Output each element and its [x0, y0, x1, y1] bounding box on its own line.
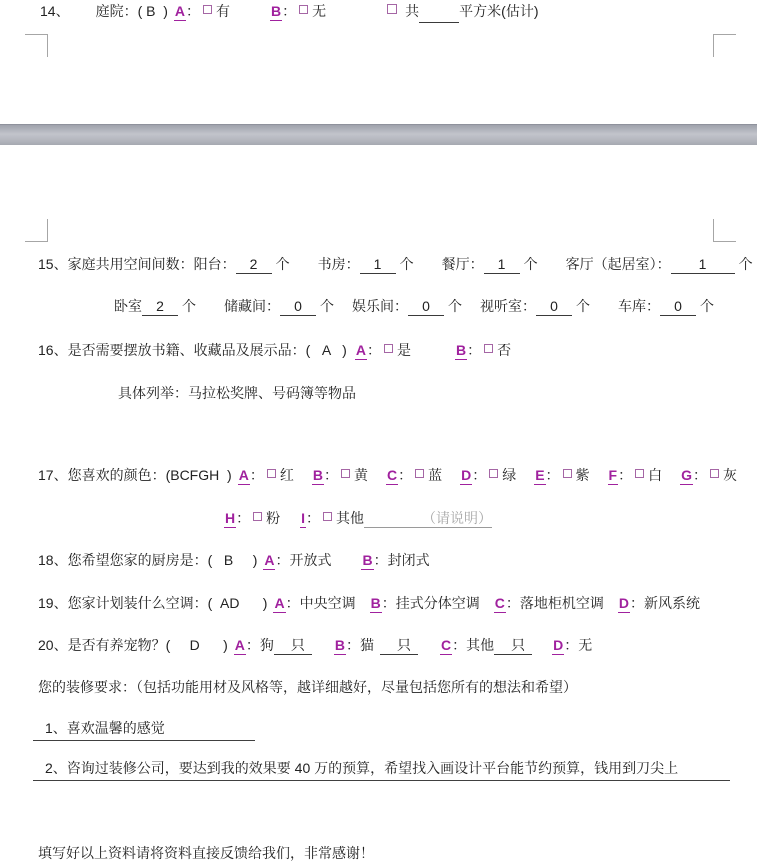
q17-option-white-text: 白	[648, 467, 663, 483]
q17-option-white-letter: F	[608, 467, 618, 483]
q14-extra-prefix: 共	[405, 3, 420, 19]
checkbox-icon	[299, 5, 308, 14]
unit: 个	[738, 256, 753, 272]
colon: ：	[245, 637, 260, 653]
q14-extra-suffix: 平方米(估计)	[459, 3, 539, 19]
colon: ：	[236, 510, 251, 526]
q16-option-b-text: 否	[497, 342, 512, 358]
q19-option-b-text: 挂式分体空调	[395, 595, 480, 611]
q16-option-b	[455, 342, 511, 358]
q15-entertainment-count: 0	[408, 298, 444, 316]
q17-option-blue-letter: C	[386, 467, 398, 483]
q17-option-other	[300, 510, 364, 526]
q17-option-red-text: 红	[279, 467, 294, 483]
colon: ：	[564, 637, 579, 653]
q17-option-yellow-text: 黄	[353, 467, 368, 483]
colon: ：	[381, 595, 396, 611]
unit: 个	[275, 256, 290, 272]
q20-option-other-text: 其他	[466, 637, 495, 653]
footer-thanks-line	[38, 844, 374, 863]
question-15-line-1	[38, 255, 753, 274]
question-18-line	[38, 551, 430, 570]
q20-option-none-text: 无	[578, 637, 593, 653]
colon: ：	[398, 467, 413, 483]
q20-option-none	[552, 637, 592, 653]
colon: ：	[452, 637, 467, 653]
checkbox-icon	[484, 344, 493, 353]
question-17-line-1	[38, 466, 737, 485]
q16-option-a-letter: A	[355, 342, 366, 358]
q17-option-yellow-letter: B	[312, 467, 323, 483]
q19-option-a-letter: A	[274, 595, 285, 611]
q14-option-b-text: 无	[312, 3, 327, 19]
colon: ：	[692, 467, 707, 483]
q20-option-other-letter: C	[441, 637, 452, 653]
q16-detail-text: 具体列举：马拉松奖牌、号码簿等物品	[118, 385, 356, 401]
q20-dog-count-blank: 只	[274, 637, 312, 655]
q20-option-none-letter: D	[553, 637, 564, 653]
q15-storage-count: 0	[280, 298, 316, 316]
q17-option-pink-text: 粉	[266, 510, 281, 526]
colon: ：	[323, 467, 338, 483]
q16-option-b-letter: B	[455, 342, 467, 358]
page-corner-mark	[25, 219, 48, 242]
requirement-item-2	[33, 759, 730, 781]
q15-av-label: 视听室：	[480, 298, 536, 314]
question-16-line	[38, 341, 511, 360]
colon: ：	[505, 595, 520, 611]
q14-extra	[384, 3, 538, 19]
q17-other-blank	[364, 510, 492, 528]
q14-option-a	[174, 3, 230, 19]
q17-option-gray-text: 灰	[722, 467, 737, 483]
checkbox-icon	[267, 469, 276, 478]
q17-option-other-text: 其他	[336, 510, 365, 526]
checkbox-icon	[635, 469, 644, 478]
unit: 个	[448, 298, 462, 314]
q14-option-a-letter: A	[174, 3, 186, 19]
q16-label: 16、是否需要摆放书籍、收藏品及展示品：( A )	[38, 342, 347, 358]
q18-option-b-letter: B	[362, 552, 373, 568]
checkbox-icon	[387, 4, 397, 14]
q19-option-d-text: 新风系统	[643, 595, 700, 611]
page-corner-mark	[25, 34, 48, 57]
question-20-line	[38, 636, 592, 655]
q19-option-c-letter: C	[494, 595, 505, 611]
checkbox-icon	[563, 469, 572, 478]
footer-thanks-text: 填写好以上资料请将资料直接反馈给我们，非常感谢！	[38, 845, 374, 861]
q20-other-count-blank: 只	[494, 637, 532, 655]
q15-balcony-count: 2	[236, 256, 272, 274]
colon: ：	[249, 467, 264, 483]
q15-garage-label: 车库：	[618, 298, 660, 314]
unit: 个	[182, 298, 196, 314]
q15-storage-label: 储藏间：	[224, 298, 280, 314]
q17-option-pink-letter: H	[225, 510, 236, 526]
q18-option-a	[263, 552, 331, 568]
unit: 个	[399, 256, 414, 272]
q20-option-cat-letter: B	[334, 637, 346, 653]
requirement-item-2-text: 2、咨询过装修公司，要达到我的效果要 40 万的预算，希望找入画设计平台能节约预算，钱用到刀尖上	[45, 760, 679, 776]
question-15-line-2	[114, 297, 714, 316]
q17-option-purple	[534, 467, 589, 483]
q16-option-a	[355, 342, 411, 358]
q20-option-cat	[334, 637, 418, 653]
q19-option-c	[494, 595, 604, 611]
q14-option-b-letter: B	[271, 3, 282, 19]
q14-option-a-text: 有	[216, 3, 231, 19]
colon: ：	[282, 3, 297, 19]
q17-option-yellow	[312, 467, 368, 483]
requirement-item-1-text: 1、喜欢温馨的感觉	[45, 720, 165, 736]
unit: 个	[320, 298, 334, 314]
page-break-band	[0, 124, 757, 145]
q15-dining-label: 餐厅：	[441, 256, 484, 272]
checkbox-icon	[710, 469, 719, 478]
colon: ：	[618, 467, 633, 483]
checkbox-icon	[203, 5, 212, 14]
q17-option-gray-letter: G	[681, 467, 692, 483]
q17-option-blue-text: 蓝	[428, 467, 443, 483]
q17-option-green-letter: D	[461, 467, 472, 483]
q14-label: 庭院：( B )	[95, 3, 168, 19]
q17-other-note: （请说明）	[422, 510, 493, 526]
q14-option-b	[270, 3, 326, 19]
q15-living-label: 客厅（起居室）：	[565, 256, 671, 272]
checkbox-icon	[323, 512, 332, 521]
colon: ：	[306, 510, 321, 526]
q14-area-blank	[419, 6, 459, 23]
q20-option-cat-text: 猫	[360, 637, 375, 653]
requirements-title-text: 您的装修要求：（包括功能用材及风格等，越详细越好，尽量包括您所有的想法和希望）	[38, 679, 577, 695]
question-17-line-2	[224, 509, 492, 528]
unit: 个	[523, 256, 538, 272]
q18-label: 18、您希望您家的厨房是：( B )	[38, 552, 258, 568]
q18-option-a-letter: A	[264, 552, 275, 568]
q20-option-dog	[234, 637, 312, 653]
q15-bedroom-count: 2	[142, 298, 178, 316]
colon: ：	[467, 342, 482, 358]
q15-av-count: 0	[536, 298, 572, 316]
q15-garage-count: 0	[660, 298, 696, 316]
q15-bedroom-label: 卧室	[114, 298, 142, 314]
colon: ：	[373, 552, 388, 568]
q19-option-d	[618, 595, 700, 611]
colon: ：	[472, 467, 487, 483]
q20-option-other	[440, 637, 532, 653]
requirements-title	[38, 678, 577, 697]
q20-option-dog-letter: A	[234, 637, 245, 653]
q19-option-b	[370, 595, 480, 611]
q15-living-count: 1	[671, 256, 735, 274]
q19-option-c-text: 落地柜机空调	[519, 595, 604, 611]
q15-label: 15、家庭共用空间间数：阳台：	[38, 256, 236, 272]
colon: ：	[629, 595, 644, 611]
checkbox-icon	[489, 469, 498, 478]
q18-option-a-text: 开放式	[289, 552, 332, 568]
checkbox-icon	[415, 469, 424, 478]
q20-label: 20、是否有养宠物？( D )	[38, 637, 228, 653]
q20-option-dog-text: 狗	[259, 637, 274, 653]
q17-option-white	[608, 467, 663, 483]
q17-option-other-letter: I	[301, 510, 306, 526]
colon: ：	[285, 595, 300, 611]
q18-option-b-text: 封闭式	[387, 552, 430, 568]
unit: 个	[700, 298, 714, 314]
q17-label: 17、您喜欢的颜色：(BCFGH )	[38, 467, 232, 483]
q15-study-label: 书房：	[317, 256, 360, 272]
page-corner-mark	[713, 219, 736, 242]
question-14-line	[40, 2, 539, 23]
colon: ：	[545, 467, 560, 483]
q19-label: 19、您家计划装什么空调：( AD )	[38, 595, 268, 611]
q19-option-a	[273, 595, 355, 611]
colon: ：	[366, 342, 381, 358]
requirement-item-1	[33, 719, 255, 741]
colon: ：	[186, 3, 201, 19]
q19-option-a-text: 中央空调	[299, 595, 356, 611]
q17-option-purple-letter: E	[535, 467, 545, 483]
q17-option-green-text: 绿	[502, 467, 517, 483]
unit: 个	[576, 298, 590, 314]
question-19-line	[38, 594, 700, 613]
page-corner-mark	[713, 34, 736, 57]
q19-option-d-letter: D	[618, 595, 629, 611]
q20-cat-count-blank: 只	[380, 637, 418, 655]
q18-option-b	[361, 552, 429, 568]
q17-option-pink	[224, 510, 280, 526]
q15-entertainment-label: 娱乐间：	[352, 298, 408, 314]
q17-option-gray	[680, 467, 737, 483]
q17-option-red-letter: A	[238, 467, 249, 483]
q15-dining-count: 1	[484, 256, 520, 274]
q15-study-count: 1	[360, 256, 396, 274]
checkbox-icon	[341, 469, 350, 478]
q17-option-green	[460, 467, 516, 483]
q17-option-blue	[386, 467, 442, 483]
q17-option-red	[238, 467, 294, 483]
colon: ：	[275, 552, 290, 568]
checkbox-icon	[253, 512, 262, 521]
q14-number: 14、	[40, 3, 70, 19]
colon: ：	[346, 637, 361, 653]
q16-option-a-text: 是	[396, 342, 411, 358]
checkbox-icon	[384, 344, 393, 353]
q19-option-b-letter: B	[370, 595, 381, 611]
question-16-detail	[118, 384, 356, 403]
q17-option-purple-text: 紫	[575, 467, 590, 483]
